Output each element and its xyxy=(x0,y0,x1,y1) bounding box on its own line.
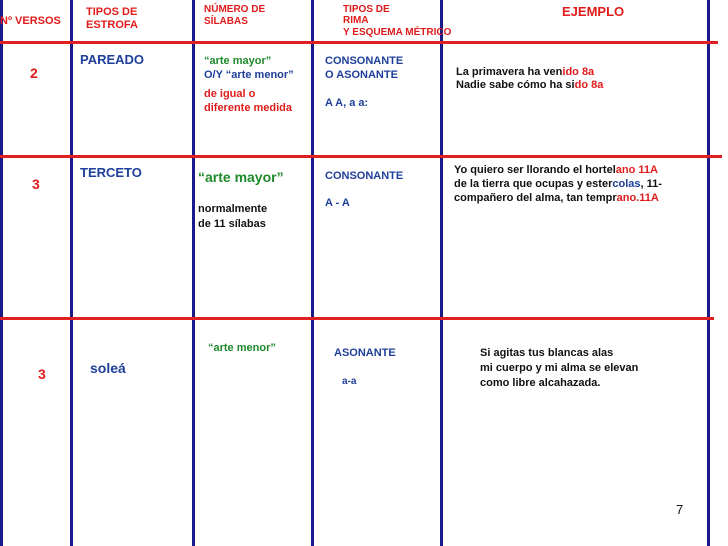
row3-ejemplo-line3: como libre alcahazada. xyxy=(480,377,601,389)
row3-rima-scheme: a-a xyxy=(342,376,357,387)
header-numero-silabas-line1: NÚMERO DE xyxy=(204,4,266,15)
row3-rima-line1: ASONANTE xyxy=(334,347,396,359)
row2-versos: 3 xyxy=(32,176,40,192)
table-vertical-rule xyxy=(0,0,3,546)
table-vertical-rule xyxy=(707,0,710,546)
table-vertical-rule xyxy=(192,0,195,546)
row1-rima-line1: CONSONANTE xyxy=(325,55,404,67)
table-horizontal-rule xyxy=(0,41,718,44)
row3-estrofa: soleá xyxy=(90,360,126,376)
table-horizontal-rule xyxy=(0,155,722,158)
table-horizontal-rule xyxy=(0,317,714,320)
header-tipos-estrofa-line1: TIPOS DE xyxy=(86,6,138,18)
table-vertical-rule xyxy=(70,0,73,546)
row3-versos: 3 xyxy=(38,366,46,382)
row1-versos: 2 xyxy=(30,65,38,81)
row1-silabas-line1: “arte mayor” xyxy=(204,55,272,67)
page-number: 7 xyxy=(676,502,684,517)
table-vertical-rule xyxy=(311,0,314,546)
row1-estrofa: PAREADO xyxy=(80,52,145,67)
row2-ejemplo-line3: compañero del alma, tan temprano.11A xyxy=(454,192,659,204)
row1-rima-line2: O ASONANTE xyxy=(325,69,398,81)
row2-rima-scheme: A - A xyxy=(325,197,350,209)
row1-silabas-line4: diferente medida xyxy=(204,102,293,114)
row2-silabas-line1: “arte mayor” xyxy=(198,169,284,185)
header-tipos-rima-line1: TIPOS DE xyxy=(343,4,390,15)
table-vertical-rule xyxy=(440,0,443,546)
header-numero-silabas-line2: SÍLABAS xyxy=(204,16,248,27)
header-tipos-rima-line2: RIMA xyxy=(343,15,369,26)
row3-ejemplo-line2: mi cuerpo y mi alma se elevan xyxy=(480,362,639,374)
row1-rima-scheme: A A, a a: xyxy=(325,97,369,109)
row2-ejemplo-line2: de la tierra que ocupas y estercolas, 11- xyxy=(454,178,662,190)
row2-silabas-line3: de 11 sílabas xyxy=(198,218,266,230)
row2-silabas-line2: normalmente xyxy=(198,203,268,215)
row1-ejemplo-line1: La primavera ha venido 8a xyxy=(456,66,595,78)
row2-rima-line1: CONSONANTE xyxy=(325,170,404,182)
row1-silabas-line3: de igual o xyxy=(204,88,256,100)
row2-estrofa: TERCETO xyxy=(80,165,142,180)
header-num-versos: Nº VERSOS xyxy=(0,15,61,27)
header-tipos-estrofa-line2: ESTROFA xyxy=(86,19,138,31)
row3-silabas-line1: “arte menor” xyxy=(208,342,276,354)
row1-silabas-line2: O/Y “arte menor” xyxy=(204,69,294,81)
header-ejemplo: EJEMPLO xyxy=(562,4,625,19)
row1-ejemplo-line2: Nadie sabe cómo ha sido 8a xyxy=(456,79,604,91)
row3-ejemplo-line1: Si agitas tus blancas alas xyxy=(480,347,614,359)
row2-ejemplo-line1: Yo quiero ser llorando el hortelano 11A xyxy=(454,164,658,176)
header-tipos-rima-line3: Y ESQUEMA MÉTRICO xyxy=(343,27,452,38)
